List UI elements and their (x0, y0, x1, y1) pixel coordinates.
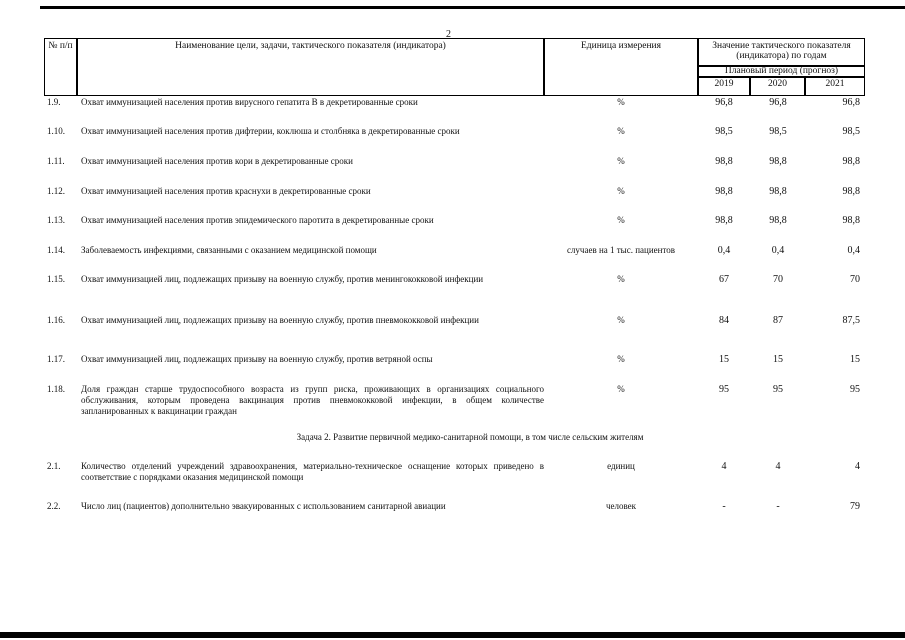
row-number: 1.10. (47, 126, 65, 136)
row-name: Охват иммунизацией населения против краснухи в декретированные сроки (81, 186, 371, 196)
row-value-2021: 98,8 (842, 156, 860, 167)
top-border-line (40, 6, 905, 9)
row-value-2021: 79 (850, 501, 860, 512)
bottom-border-line (0, 632, 905, 638)
row-value-2019: 96,8 (715, 97, 733, 108)
row-name: Количество отделений учреждений здравоохранения, материально-техническое оснащение которых приведено в соответствие с порядками оказания медицинской помощи (81, 461, 544, 482)
row-value-2020: 96,8 (769, 97, 787, 108)
row-number: 1.17. (47, 354, 65, 364)
header-num: № п/п (44, 38, 77, 96)
row-value-2021: 98,5 (842, 126, 860, 137)
row-number: 1.11. (47, 156, 65, 166)
row-value-2019: 98,8 (715, 186, 733, 197)
row-unit: % (617, 186, 625, 196)
row-number: 1.12. (47, 186, 65, 196)
row-value-2020: 70 (773, 274, 783, 285)
row-value-2020: 95 (773, 384, 783, 395)
row-name: Охват иммунизацией населения против кори в декретированные сроки (81, 156, 353, 166)
row-name: Охват иммунизацией населения против вирусного гепатита B в декретированные сроки (81, 97, 418, 107)
row-value-2021: 87,5 (842, 315, 860, 326)
row-value-2020: 98,5 (769, 126, 787, 137)
header-name: Наименование цели, задачи, тактического показателя (индикатора) (77, 38, 544, 96)
row-name: Охват иммунизацией населения против дифтерии, коклюша и столбняка в декретированные сроки (81, 126, 460, 136)
row-number: 1.9. (47, 97, 61, 107)
row-number: 1.14. (47, 245, 65, 255)
row-value-2019: 0,4 (717, 245, 731, 256)
row-value-2020: 87 (773, 315, 783, 326)
row-value-2021: 4 (855, 461, 860, 472)
row-unit: единиц (607, 461, 635, 471)
row-value-2021: 15 (850, 354, 860, 365)
row-unit: % (617, 215, 625, 225)
row-unit: % (617, 97, 625, 107)
row-number: 2.2. (47, 501, 61, 511)
row-name: Охват иммунизацией лиц, подлежащих призыву на военную службу, против ветряной оспы (81, 354, 433, 364)
page-number: 2 (446, 29, 451, 40)
header-unit: Единица измерения (544, 38, 698, 96)
row-unit: % (617, 354, 625, 364)
row-value-2019: 67 (719, 274, 729, 285)
row-unit: % (617, 315, 625, 325)
row-number: 1.18. (47, 384, 65, 394)
row-number: 1.13. (47, 215, 65, 225)
row-value-2019: 84 (719, 315, 729, 326)
row-value-2021: 95 (850, 384, 860, 395)
row-value-2020: 98,8 (769, 156, 787, 167)
row-unit: % (617, 156, 625, 166)
row-number: 1.16. (47, 315, 65, 325)
row-value-2020: 15 (773, 354, 783, 365)
row-value-2019: 98,5 (715, 126, 733, 137)
row-value-2019: 15 (719, 354, 729, 365)
row-unit: % (617, 126, 625, 136)
task-2-heading: Задача 2. Развитие первичной медико-санитарной помощи, в том числе сельским жителям (296, 432, 644, 442)
row-name: Охват иммунизацией лиц, подлежащих призыву на военную службу, против пневмококковой инфекции (81, 315, 479, 325)
header-year-2020: 2020 (750, 77, 805, 96)
row-value-2019: 4 (721, 461, 727, 472)
row-name: Число лиц (пациентов) дополнительно эвакуированных с использованием санитарной авиации (81, 501, 446, 511)
row-value-2020: - (776, 501, 780, 512)
row-unit: % (617, 384, 625, 394)
header-year-2021: 2021 (805, 77, 865, 96)
row-value-2020: 4 (775, 461, 781, 472)
row-value-2021: 98,8 (842, 186, 860, 197)
row-value-2021: 0,4 (847, 245, 860, 256)
row-value-2021: 96,8 (842, 97, 860, 108)
row-value-2021: 70 (850, 274, 860, 285)
header-year-2019: 2019 (698, 77, 750, 96)
row-value-2019: 95 (719, 384, 729, 395)
row-number: 1.15. (47, 274, 65, 284)
row-unit: случаев на 1 тыс. пациентов (566, 245, 676, 255)
row-name: Охват иммунизацией населения против эпидемического паротита в декретированные сроки (81, 215, 434, 225)
row-value-2021: 98,8 (842, 215, 860, 226)
row-value-2020: 0,4 (771, 245, 785, 256)
row-name: Охват иммунизацией лиц, подлежащих призыву на военную службу, против менингококковой инфекции (81, 274, 484, 284)
header-value: Значение тактического показателя (индикатора) по годам (698, 38, 865, 66)
row-value-2019: - (722, 501, 726, 512)
row-number: 2.1. (47, 461, 61, 471)
row-value-2019: 98,8 (715, 156, 733, 167)
row-name: Доля граждан старше трудоспособного возраста из групп риска, проживающих в организациях социального обслуживания, которым проведена вакцинация против пневмококковой инфекции, в общем количестве запланированных к вакцинации граждан (81, 384, 544, 416)
row-unit: человек (605, 501, 637, 511)
row-value-2019: 98,8 (715, 215, 733, 226)
row-name: Заболеваемость инфекциями, связанными с оказанием медицинской помощи (81, 245, 377, 255)
header-period: Плановый период (прогноз) (698, 66, 865, 77)
row-value-2020: 98,8 (769, 186, 787, 197)
row-value-2020: 98,8 (769, 215, 787, 226)
row-unit: % (617, 274, 625, 284)
